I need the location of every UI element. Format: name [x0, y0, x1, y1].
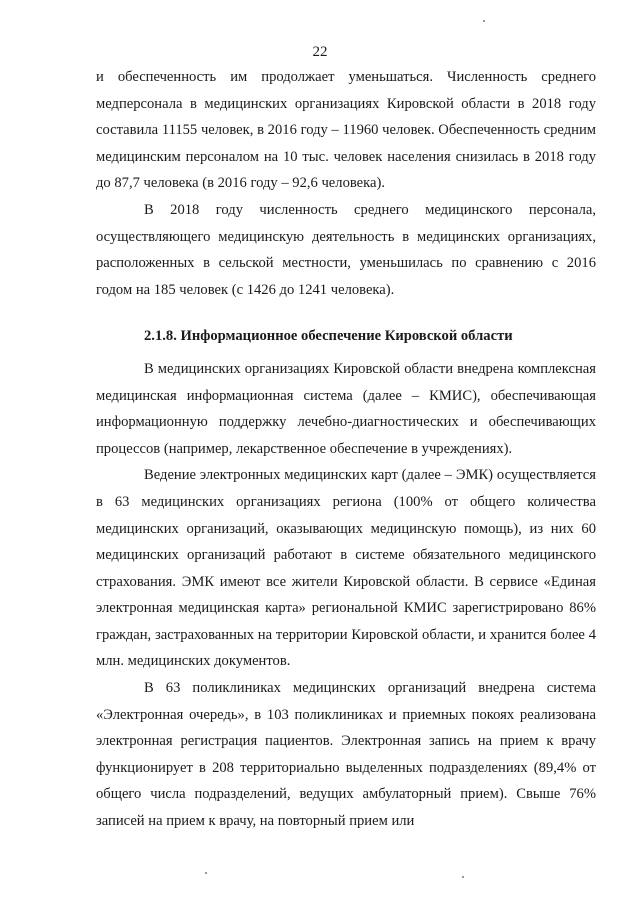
scan-speck [462, 876, 464, 878]
paragraph-kmis: В медицинских организациях Кировской области внедрена комплексная медицинская информационная система (далее – КМИС), обеспечивающая информационную поддержку лечебно-диагностических и обеспечивающих процессов (например, лекарственное обеспечение в учреждениях). [96, 360, 596, 457]
scan-speck [205, 872, 207, 874]
paragraph-emk: Ведение электронных медицинских карт (далее – ЭМК) осуществляется в 63 медицинских организациях региона (100% от общего количества медицинских организаций, оказывающих медицинскую помощь), из них 60 медицинских организаций работают в системе обязательного медицинского страхования. ЭМК имеют все жители Кировской области. В сервисе «Единая электронная медицинская карта» региональной КМИС зарегистрировано 86% граждан, застрахованных на территории Кировской области, и хранится более 4 млн. медицинских документов. [96, 467, 596, 670]
paragraph-rural-staff: В 2018 году численность среднего медицинского персонала, осуществляющего медицинскую деятельность в медицинских организациях, расположенных в сельской местности, уменьшилась по сравнению с 2016 годом на 185 человек (с 1426 до 1241 человека). [96, 201, 596, 298]
page-body [96, 64, 596, 835]
scan-speck [483, 20, 485, 22]
paragraph-medical-staff: и обеспеченность им продолжает уменьшаться. Численность среднего медперсонала в медицинских организациях Кировской области в 2018 году составила 11155 человек, в 2016 году – 11960 человек. Обеспеченность средним медицинским персоналом на 10 тыс. человек населения снизилась в 2018 году до 87,7 человека (в 2016 году – 92,6 человека). [96, 69, 596, 192]
page-number: 22 [312, 44, 328, 60]
section-heading: 2.1.8. Информационное обеспечение Кировской области [144, 328, 513, 345]
paragraph-electronic-queue: В 63 поликлиниках медицинских организаций внедрена система «Электронная очередь», в 103 поликлиниках и приемных покоях реализована электронная регистрация пациентов. Электронная запись на прием к врачу функционирует в 208 территориально выделенных подразделениях (89,4% от общего числа подразделений, ведущих амбулаторный прием). Свыше 76% записей на прием к врачу, на повторный прием или [96, 680, 596, 830]
